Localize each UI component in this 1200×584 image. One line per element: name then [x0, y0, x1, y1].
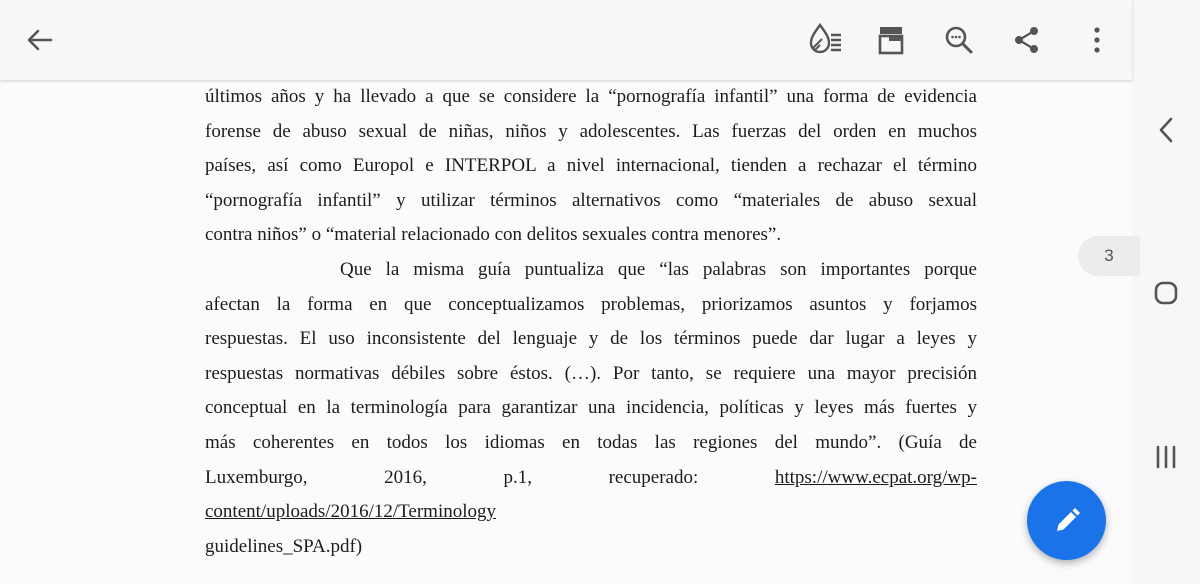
- share-icon: [1012, 25, 1042, 55]
- page-layout-button[interactable]: [869, 18, 913, 62]
- nav-back-icon: [1156, 116, 1176, 144]
- citation-year: 2016,: [384, 466, 427, 488]
- citation-url-link-continued[interactable]: content/uploads/2016/12/Terminology: [205, 501, 497, 523]
- top-toolbar: [0, 0, 1132, 80]
- share-button[interactable]: [1005, 18, 1049, 62]
- document-page: [205, 80, 977, 564]
- page-number: 3: [1104, 246, 1114, 265]
- citation-page: p.1,: [503, 466, 532, 488]
- text-line: “pornografía infantil” y utilizar términos alternativos como “materiales de abuso sexual: [205, 189, 977, 211]
- citation-url-line: [205, 495, 977, 530]
- citation-url-link[interactable]: https://www.ecpat.org/wp-: [774, 466, 977, 488]
- page-number-indicator[interactable]: [1078, 236, 1140, 276]
- nav-home-icon: [1152, 279, 1180, 307]
- citation-source: Luxemburgo,: [205, 466, 308, 488]
- citation-retrieved: recuperado:: [608, 466, 699, 488]
- reading-mode-button[interactable]: [803, 18, 847, 62]
- nav-home-button[interactable]: [1146, 273, 1186, 313]
- text-line: últimos años y ha llevado a que se considere la “pornografía infantil” una forma de evidencia: [205, 86, 977, 107]
- text-line: respuestas. El uso inconsistente del lenguaje y de los términos puede dar lugar a leyes y: [205, 328, 977, 350]
- more-vert-icon: [1092, 25, 1102, 55]
- text-line: forense de abuso sexual de niñas, niños y adolescentes. Las fuerzas del orden en muchos: [205, 120, 977, 142]
- text-line: afectan la forma en que conceptualizamos problemas, priorizamos asuntos y forjamos: [205, 293, 977, 315]
- back-arrow-icon: [25, 25, 55, 55]
- edit-fab-button[interactable]: [1027, 481, 1106, 560]
- text-line: conceptual en la terminología para garantizar una incidencia, políticas y leyes más fuertes y: [205, 397, 977, 419]
- text-line: respuestas normativas débiles sobre éstos. (…). Por tanto, se requiere una mayor precisión: [205, 362, 977, 384]
- text-line: Que la misma guía puntualiza que “las palabras son importantes porque: [340, 258, 977, 280]
- reading-mode-icon: [806, 21, 844, 59]
- text-line: contra niños” o “material relacionado con delitos sexuales contra menores”.: [205, 224, 782, 246]
- system-navigation-bar: [1132, 0, 1200, 584]
- nav-recents-icon: [1153, 444, 1179, 470]
- nav-back-button[interactable]: [1146, 110, 1186, 150]
- bookmark-icon: [876, 24, 906, 56]
- nav-recents-button[interactable]: [1146, 437, 1186, 477]
- more-options-button[interactable]: [1075, 18, 1119, 62]
- citation-url-end: guidelines_SPA.pdf): [205, 535, 363, 557]
- back-button[interactable]: [18, 18, 62, 62]
- edit-pencil-icon: [1052, 506, 1082, 536]
- search-icon: [943, 24, 975, 56]
- citation-line: [205, 461, 977, 496]
- search-button[interactable]: [937, 18, 981, 62]
- text-line: más coherentes en todos los idiomas en todas las regiones del mundo”. (Guía de: [205, 431, 977, 453]
- text-line: países, así como Europol e INTERPOL a nivel internacional, tienden a rechazar el término: [205, 155, 977, 177]
